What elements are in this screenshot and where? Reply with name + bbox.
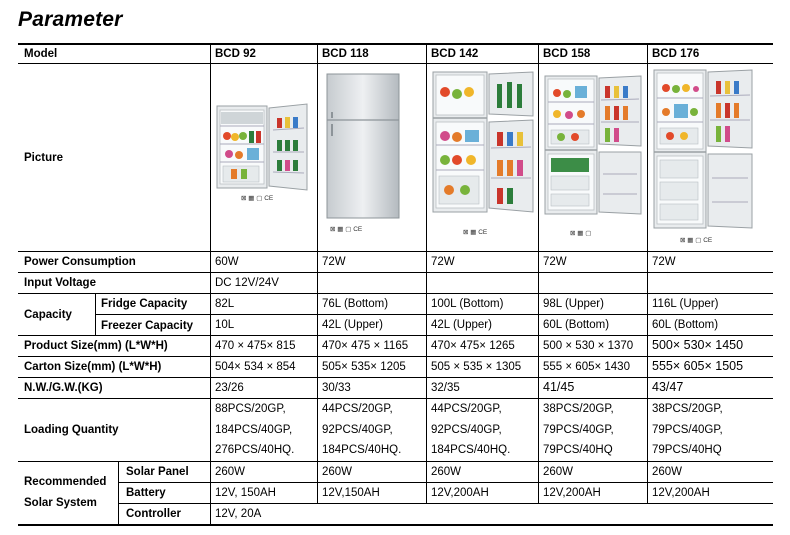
loading-quantity-value: 44PCS/20GP, 92PCS/40GP, 184PCS/40HQ. xyxy=(431,403,511,456)
freezer-capacity-value: 42L (Upper) xyxy=(431,319,492,331)
battery-value: 12V,200AH xyxy=(431,487,489,499)
carton-size-label: Carton Size(mm) (L*W*H) xyxy=(24,361,162,373)
weight-value: 32/35 xyxy=(431,382,460,394)
capacity-label: Capacity xyxy=(24,309,72,321)
certification-icons xyxy=(241,194,273,202)
frame-icon: ▢ xyxy=(345,226,352,233)
solar-panel-value: 260W xyxy=(322,466,353,478)
power-consumption-label: Power Consumption xyxy=(24,256,136,268)
loading-quantity-label: Loading Quantity xyxy=(24,424,119,436)
weight-label: N.W./G.W.(KG) xyxy=(24,382,103,394)
page-title: Parameter xyxy=(18,8,123,31)
fridge-capacity-label: Fridge Capacity xyxy=(101,298,188,310)
solar-panel-label: Solar Panel xyxy=(126,466,189,478)
table-bottom-border xyxy=(18,524,773,526)
weight-value: 43/47 xyxy=(652,380,684,394)
fridge-capacity-value: 76L (Bottom) xyxy=(322,298,389,310)
fridge-image-bcd142 xyxy=(431,70,537,215)
header-model-label: Model xyxy=(24,48,58,60)
column-divider xyxy=(647,44,648,503)
carton-size-value: 555 × 605× 1430 xyxy=(543,361,630,373)
battery-value: 12V,150AH xyxy=(322,487,380,499)
fridge-capacity-value: 116L (Upper) xyxy=(652,298,719,310)
bin-icon: ▦ xyxy=(577,230,584,237)
row-divider xyxy=(18,461,773,462)
ce-mark: CE xyxy=(478,229,488,236)
loading-quantity-value: 38PCS/20GP, 79PCS/40GP, 79PCS/40HQ xyxy=(652,403,723,456)
controller-label: Controller xyxy=(126,508,181,520)
battery-value: 12V,200AH xyxy=(543,487,601,499)
row-divider xyxy=(118,503,773,504)
recycle-icon: ⊠ xyxy=(570,230,576,237)
carton-size-value: 505 × 535 × 1305 xyxy=(431,361,522,373)
product-size-value: 470× 475× 1265 xyxy=(431,340,515,352)
ce-mark: CE xyxy=(353,226,363,233)
certification-icons xyxy=(570,229,591,237)
loading-quantity-value: 88PCS/20GP, 184PCS/40GP, 276PCS/40HQ. xyxy=(215,403,295,456)
header-model-bcd176: BCD 176 xyxy=(652,48,700,60)
bin-icon: ▦ xyxy=(248,195,255,202)
weight-value: 30/33 xyxy=(322,382,351,394)
solar-panel-value: 260W xyxy=(652,466,683,478)
certification-icons xyxy=(463,228,487,236)
column-divider xyxy=(95,293,96,335)
solar-system-label-line2: Solar System xyxy=(24,497,97,509)
controller-value: 12V, 20A xyxy=(215,508,262,520)
freezer-capacity-label: Freezer Capacity xyxy=(101,320,194,332)
bin-icon: ▦ xyxy=(337,226,344,233)
carton-size-value: 555× 605× 1505 xyxy=(652,359,744,373)
row-divider xyxy=(118,482,773,483)
table-top-border xyxy=(18,43,773,45)
row-divider xyxy=(95,314,773,315)
battery-value: 12V, 150AH xyxy=(215,487,276,499)
freezer-capacity-value: 42L (Upper) xyxy=(322,319,383,331)
row-divider xyxy=(18,356,773,357)
ce-mark: CE xyxy=(703,237,713,244)
input-voltage-value: DC 12V/24V xyxy=(215,277,279,289)
bin-icon: ▦ xyxy=(470,229,477,236)
product-size-value: 470 × 475× 815 xyxy=(215,340,296,352)
loading-quantity-value: 38PCS/20GP, 79PCS/40GP, 79PCS/40HQ xyxy=(543,403,614,456)
solar-system-label-line1: Recommended xyxy=(24,476,107,488)
column-divider xyxy=(210,44,211,524)
power-value: 72W xyxy=(431,256,455,268)
freezer-capacity-value: 10L xyxy=(215,319,235,331)
row-divider xyxy=(18,335,773,336)
header-model-bcd92: BCD 92 xyxy=(215,48,256,60)
row-divider xyxy=(18,377,773,378)
battery-label: Battery xyxy=(126,487,166,499)
power-value: 72W xyxy=(652,256,676,268)
product-size-value: 470× 475 × 1165 xyxy=(322,340,409,352)
fridge-image-bcd92 xyxy=(215,102,311,192)
solar-panel-value: 260W xyxy=(215,466,246,478)
fridge-image-bcd176 xyxy=(652,68,756,232)
solar-panel-value: 260W xyxy=(543,466,574,478)
power-value: 72W xyxy=(543,256,567,268)
carton-size-value: 505× 535× 1205 xyxy=(322,361,406,373)
header-model-bcd118: BCD 118 xyxy=(322,48,369,60)
ce-mark: CE xyxy=(264,195,274,202)
row-divider xyxy=(18,63,773,64)
recycle-icon: ⊠ xyxy=(330,226,336,233)
bin-icon: ▦ xyxy=(687,237,694,244)
frame-icon: ▢ xyxy=(256,195,263,202)
frame-icon: ▢ xyxy=(695,237,702,244)
column-divider xyxy=(118,461,119,524)
column-divider xyxy=(317,44,318,503)
row-divider xyxy=(18,251,773,252)
power-value: 72W xyxy=(322,256,346,268)
loading-quantity-value: 44PCS/20GP, 92PCS/40GP, 184PCS/40HQ. xyxy=(322,403,402,456)
power-value: 60W xyxy=(215,256,239,268)
frame-icon: ▢ xyxy=(585,230,592,237)
product-size-label: Product Size(mm) (L*W*H) xyxy=(24,340,168,352)
recycle-icon: ⊠ xyxy=(241,195,247,202)
product-size-value: 500× 530× 1450 xyxy=(652,338,744,352)
input-voltage-label: Input Voltage xyxy=(24,277,96,289)
picture-label: Picture xyxy=(24,152,63,164)
header-model-bcd158: BCD 158 xyxy=(543,48,591,60)
weight-value: 23/26 xyxy=(215,382,244,394)
column-divider xyxy=(426,44,427,503)
product-size-value: 500 × 530 × 1370 xyxy=(543,340,634,352)
fridge-capacity-value: 82L xyxy=(215,298,235,310)
solar-panel-value: 260W xyxy=(431,466,462,478)
row-divider xyxy=(18,293,773,294)
row-divider xyxy=(18,272,773,273)
weight-value: 41/45 xyxy=(543,380,575,394)
certification-icons xyxy=(330,225,362,233)
certification-icons xyxy=(680,236,712,244)
fridge-image-bcd158 xyxy=(543,74,645,216)
recycle-icon: ⊠ xyxy=(680,237,686,244)
fridge-capacity-value: 98L (Upper) xyxy=(543,298,604,310)
freezer-capacity-value: 60L (Bottom) xyxy=(543,319,610,331)
recycle-icon: ⊠ xyxy=(463,229,469,236)
fridge-image-bcd118 xyxy=(323,72,403,220)
battery-value: 12V,200AH xyxy=(652,487,710,499)
freezer-capacity-value: 60L (Bottom) xyxy=(652,319,719,331)
fridge-capacity-value: 100L (Bottom) xyxy=(431,298,504,310)
carton-size-value: 504× 534 × 854 xyxy=(215,361,296,373)
column-divider xyxy=(538,44,539,503)
header-model-bcd142: BCD 142 xyxy=(431,48,479,60)
